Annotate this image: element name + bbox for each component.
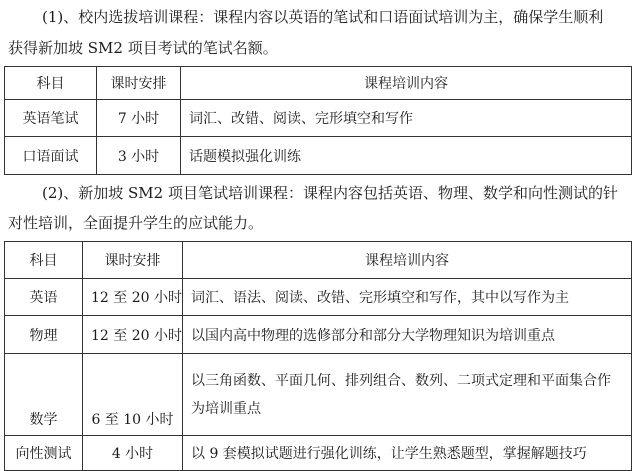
subject-cell: 英语笔试 bbox=[5, 100, 97, 137]
content-cell: 话题模拟强化训练 bbox=[181, 137, 632, 175]
table-row bbox=[5, 354, 632, 436]
table-row bbox=[5, 100, 632, 137]
hours-cell: 12 至 20 小时 bbox=[83, 279, 183, 316]
table-row bbox=[5, 137, 632, 175]
header-subject: 科目 bbox=[5, 67, 97, 100]
content-cell: 词汇、改错、阅读、完形填空和写作 bbox=[181, 100, 632, 137]
content-cell: 以国内高中物理的选修部分和部分大学物理知识为培训重点 bbox=[183, 316, 632, 354]
subject-cell: 向性测试 bbox=[5, 436, 83, 471]
content-cell: 词汇、语法、阅读、改错、完形填空和写作，其中以写作为主 bbox=[183, 279, 632, 316]
hours-cell: 12 至 20 小时 bbox=[83, 316, 183, 354]
table-header-row bbox=[5, 67, 632, 100]
header-content: 课程培训内容 bbox=[181, 67, 632, 100]
sm2-exam-course-table bbox=[4, 241, 632, 471]
header-content: 课程培训内容 bbox=[183, 242, 632, 279]
hours-cell: 3 小时 bbox=[97, 137, 181, 175]
hours-cell: 4 小时 bbox=[83, 436, 183, 471]
table-header-row bbox=[5, 242, 632, 279]
table-row bbox=[5, 279, 632, 316]
table-row bbox=[5, 316, 632, 354]
header-hours: 课时安排 bbox=[83, 242, 183, 279]
header-hours: 课时安排 bbox=[97, 67, 181, 100]
section2-intro-line2: 对性培训，全面提升学生的应试能力。 bbox=[8, 214, 264, 232]
subject-cell: 口语面试 bbox=[5, 137, 97, 175]
section2-intro-line1: (2)、新加坡 SM2 项目笔试培训课程：课程内容包括英语、物理、数学和向性测试的针 bbox=[42, 184, 618, 202]
school-selection-course-table bbox=[4, 66, 632, 175]
hours-cell: 6 至 10 小时 bbox=[83, 354, 183, 436]
section1-intro-line1: (1)、校内选拔培训课程：课程内容以英语的笔试和口语面试培训为主，确保学生顺利 bbox=[42, 8, 604, 26]
content-cell: 以 9 套模拟试题进行强化训练，让学生熟悉题型，掌握解题技巧 bbox=[183, 436, 632, 471]
subject-cell: 英语 bbox=[5, 279, 83, 316]
subject-cell: 数学 bbox=[5, 354, 83, 436]
content-cell: 以三角函数、平面几何、排列组合、数列、二项式定理和平面集合作为培训重点 bbox=[183, 354, 632, 436]
section1-intro-line2: 获得新加坡 SM2 项目考试的笔试名额。 bbox=[8, 39, 278, 57]
hours-cell: 7 小时 bbox=[97, 100, 181, 137]
subject-cell: 物理 bbox=[5, 316, 83, 354]
table-row bbox=[5, 436, 632, 471]
header-subject: 科目 bbox=[5, 242, 83, 279]
